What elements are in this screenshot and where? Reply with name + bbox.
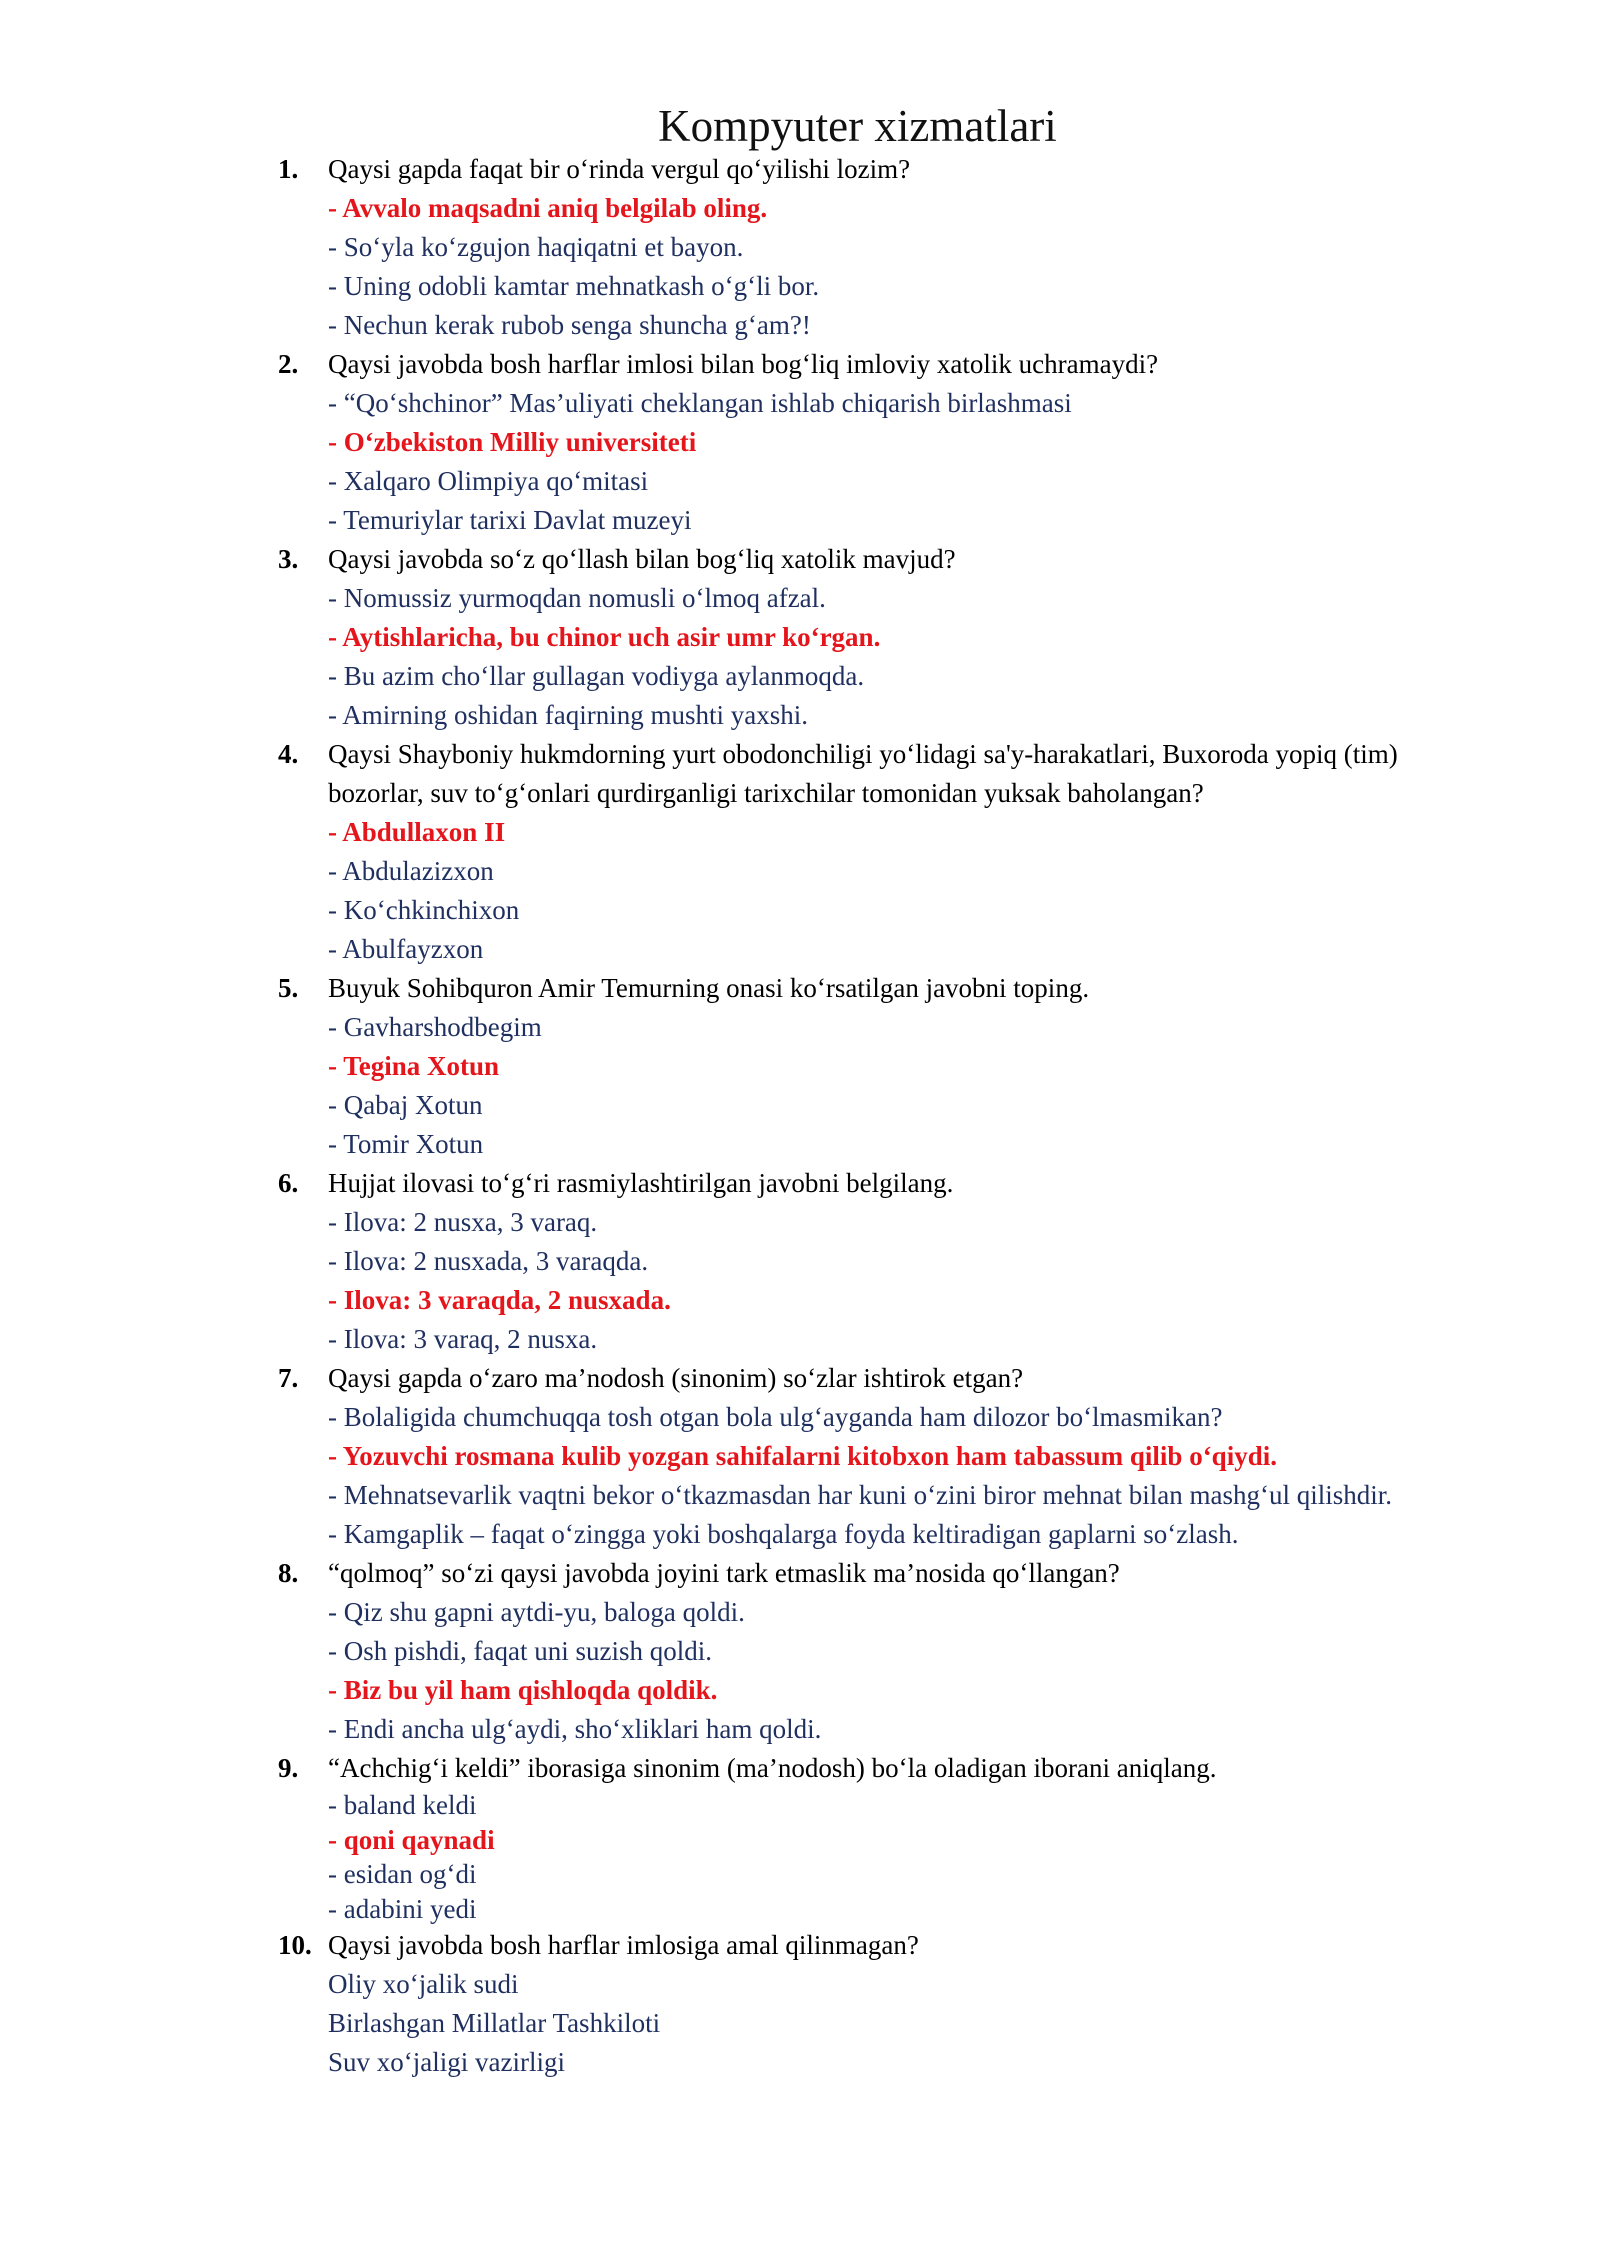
question-item: [0, 345, 1600, 540]
answer-option: - Xalqaro Olimpiya qo‘mitasi: [328, 466, 649, 496]
answer-option: - Gavharshodbegim: [328, 1012, 542, 1042]
answer-option-correct: - qoni qaynadi: [328, 1824, 495, 1855]
question-text: “qolmoq” so‘zi qaysi javobda joyini tark etmaslik ma’nosida qo‘llangan?: [328, 1558, 1120, 1588]
question-item: [0, 1926, 1600, 2082]
question-item: [0, 735, 1600, 969]
question-number: 1.: [278, 154, 299, 184]
answer-option-correct: - Avvalo maqsadni aniq belgilab oling.: [328, 193, 768, 223]
answer-option: - Qiz shu gapni aytdi-yu, baloga qoldi.: [328, 1597, 745, 1627]
question-text: Buyuk Sohibquron Amir Temurning onasi ko‘rsatilgan javobni toping.: [328, 973, 1090, 1003]
question-text: Hujjat ilovasi to‘g‘ri rasmiylashtirilgan javobni belgilang.: [328, 1168, 954, 1198]
question-number: 9.: [278, 1753, 299, 1783]
question-number: 5.: [278, 973, 299, 1003]
answer-option-correct: - Yozuvchi rosmana kulib yozgan sahifalarni kitobxon ham tabassum qilib o‘qiydi.: [328, 1441, 1277, 1471]
answer-option-correct: - Aytishlaricha, bu chinor uch asir umr ko‘rgan.: [328, 622, 881, 652]
question-number: 4.: [278, 739, 299, 769]
question-item: [0, 969, 1600, 1164]
question-item: [0, 1164, 1600, 1359]
answer-option: Suv xo‘jaligi vazirligi: [328, 2047, 565, 2077]
answer-option-correct: - Ilova: 3 varaqda, 2 nusxada.: [328, 1285, 671, 1315]
answer-option: Birlashgan Millatlar Tashkiloti: [328, 2008, 661, 2038]
question-number: 10.: [278, 1930, 312, 1960]
question-item: [0, 1749, 1600, 1926]
answer-option: - Ilova: 3 varaq, 2 nusxa.: [328, 1324, 598, 1354]
question-text: Qaysi javobda bosh harflar imlosi bilan bog‘liq imloviy xatolik uchramaydi?: [328, 349, 1159, 379]
answer-option: - Uning odobli kamtar mehnatkash o‘g‘li bor.: [328, 271, 820, 301]
answer-option: - Ilova: 2 nusxada, 3 varaqda.: [328, 1246, 649, 1276]
answer-option: - Endi ancha ulg‘aydi, sho‘xliklari ham qoldi.: [328, 1714, 822, 1744]
question-number: 7.: [278, 1363, 299, 1393]
answer-option: - Abulfayzxon: [328, 934, 484, 964]
question-item: [0, 1554, 1600, 1749]
answer-option-correct: - Tegina Xotun: [328, 1051, 500, 1081]
answer-option: - Bu azim cho‘llar gullagan vodiyga aylanmoqda.: [328, 661, 865, 691]
page-title: Kompyuter xizmatlari: [658, 101, 1057, 151]
answer-option: - Nomussiz yurmoqdan nomusli o‘lmoq afzal.: [328, 583, 826, 613]
answer-option: - Nechun kerak rubob senga shuncha g‘am?!: [328, 310, 811, 340]
answer-option: - So‘yla ko‘zgujon haqiqatni et bayon.: [328, 232, 744, 262]
question-text: Qaysi javobda bosh harflar imlosiga amal qilinmagan?: [328, 1930, 919, 1960]
answer-option: - Amirning oshidan faqirning mushti yaxshi.: [328, 700, 808, 730]
question-number: 6.: [278, 1168, 299, 1198]
answer-option-correct: - Abdullaxon II: [328, 817, 506, 847]
answer-option: - Kamgaplik – faqat o‘zingga yoki boshqalarga foyda keltiradigan gaplarni so‘zlash.: [328, 1519, 1239, 1549]
answer-option: - adabini yedi: [328, 1893, 477, 1924]
answer-option-correct: - Biz bu yil ham qishloqda qoldik.: [328, 1675, 718, 1705]
answer-option: - Ilova: 2 nusxa, 3 varaq.: [328, 1207, 598, 1237]
question-text: Qaysi gapda faqat bir o‘rinda vergul qo‘yilishi lozim?: [328, 154, 911, 184]
answer-option: - Tomir Xotun: [328, 1129, 484, 1159]
answer-option: - “Qo‘shchinor” Mas’uliyati cheklangan ishlab chiqarish birlashmasi: [328, 388, 1072, 418]
question-list: [0, 150, 1600, 2082]
answer-option: - Qabaj Xotun: [328, 1090, 483, 1120]
question-text: Qaysi Shayboniy hukmdorning yurt obodonchiligi yo‘lidagi sa'y-harakatlari, Buxoroda yopiq (tim) bozorlar, suv to‘g‘onlari qurdirganligi tarixchilar tomonidan yuksak baholangan?: [328, 739, 1398, 808]
answer-option: - esidan og‘di: [328, 1859, 477, 1889]
question-text: “Achchig‘i keldi” iborasiga sinonim (ma’nodosh) bo‘la oladigan iborani aniqlang.: [328, 1753, 1217, 1783]
question-number: 3.: [278, 544, 299, 574]
answer-option-correct: - O‘zbekiston Milliy universiteti: [328, 427, 697, 457]
answer-option: - Temuriylar tarixi Davlat muzeyi: [328, 505, 692, 535]
question-item: [0, 150, 1600, 345]
question-text: Qaysi gapda o‘zaro ma’nodosh (sinonim) so‘zlar ishtirok etgan?: [328, 1363, 1024, 1393]
answer-option: - Mehnatsevarlik vaqtni bekor o‘tkazmasdan har kuni o‘zini biror mehnat bilan mashg‘ul qilishdir.: [328, 1480, 1392, 1510]
answer-option: - baland keldi: [328, 1790, 477, 1820]
answer-option: - Ko‘chkinchixon: [328, 895, 520, 925]
answer-option: - Osh pishdi, faqat uni suzish qoldi.: [328, 1636, 712, 1666]
question-item: [0, 540, 1600, 735]
question-text: Qaysi javobda so‘z qo‘llash bilan bog‘liq xatolik mavjud?: [328, 544, 956, 574]
question-item: [0, 1359, 1600, 1554]
answer-option: - Bolaligida chumchuqqa tosh otgan bola ulg‘ayganda ham dilozor bo‘lmasmikan?: [328, 1402, 1223, 1432]
answer-option: Oliy xo‘jalik sudi: [328, 1969, 519, 1999]
question-number: 8.: [278, 1558, 299, 1588]
question-number: 2.: [278, 349, 299, 379]
answer-option: - Abdulazizxon: [328, 856, 494, 886]
